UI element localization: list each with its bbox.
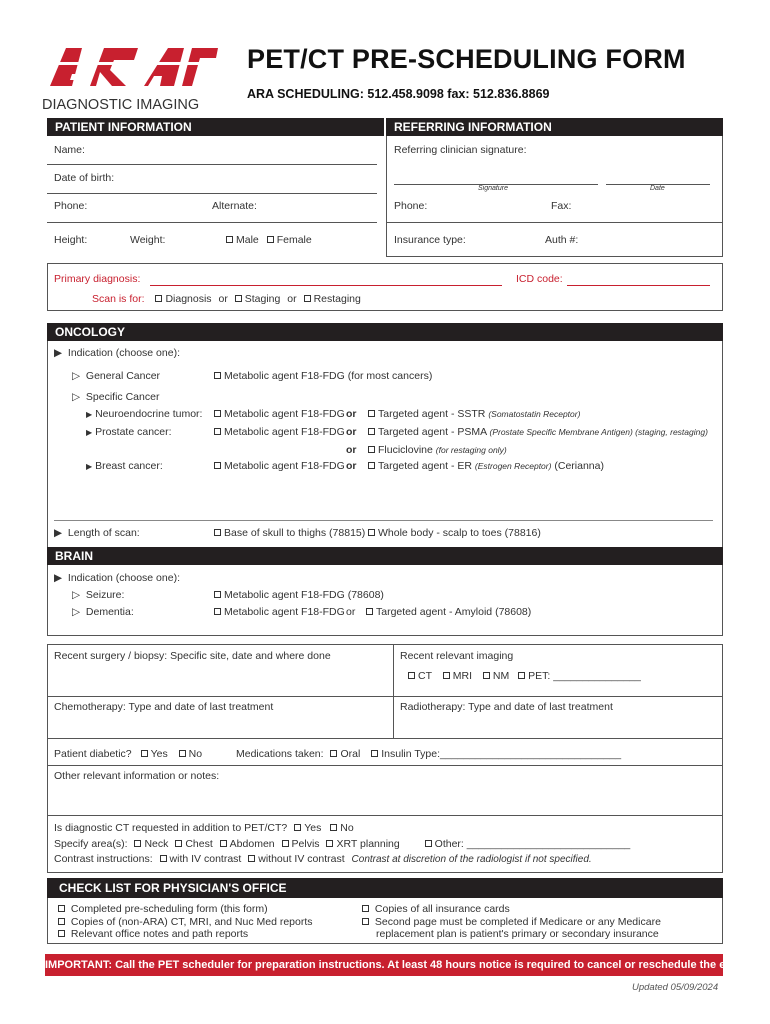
triangle-outline-icon: ▷ — [72, 370, 81, 382]
checklist-checkbox[interactable] — [362, 918, 369, 925]
fluciclovine-note: (for restaging only) — [435, 445, 507, 455]
diabetic-label: Patient diabetic? — [54, 748, 132, 760]
arrow-right-icon: ▶ — [54, 527, 63, 539]
restaging-option: Restaging — [313, 293, 361, 305]
primary-diagnosis-field[interactable] — [150, 285, 502, 286]
prostate-target-option — [368, 426, 708, 438]
triangle-outline-icon: ▷ — [72, 391, 81, 403]
imaging-label: Recent relevant imaging — [400, 650, 514, 662]
female-checkbox[interactable] — [267, 236, 274, 243]
diabetic-yes-label: Yes — [150, 748, 168, 760]
ref-phone-label: Phone: — [394, 200, 428, 212]
surgery-label: Recent surgery / biopsy: Specific site, date and where done — [54, 650, 331, 662]
signature-caption: Signature — [478, 185, 508, 192]
dementia-target-label: Targeted agent - Amyloid (78608) — [376, 606, 532, 618]
seizure-agent-label: Metabolic agent F18-FDG (78608) — [224, 589, 384, 601]
mri-label: MRI — [452, 670, 472, 682]
xrt-label: XRT planning — [336, 838, 400, 850]
male-label: Male — [236, 234, 259, 246]
or-text: or — [346, 408, 357, 420]
history-divider-3 — [47, 765, 723, 766]
weight-label: Weight: — [130, 234, 166, 246]
prostate-agent-checkbox[interactable] — [214, 428, 221, 435]
xrt-checkbox[interactable] — [326, 840, 333, 847]
prostate-label-row — [86, 426, 172, 438]
triangle-icon: ▶ — [86, 428, 93, 437]
abdomen-label: Abdomen — [229, 838, 275, 850]
history-vdivider — [393, 644, 394, 738]
fluciclovine-label: Fluciclovine — [378, 444, 433, 456]
ct-request-yes-label: Yes — [304, 822, 322, 834]
length-row — [54, 527, 140, 539]
ct-request-yes-checkbox[interactable] — [294, 824, 301, 831]
insulin-type-field[interactable]: Type:_______________________________ — [414, 748, 622, 760]
meds-label: Medications taken: — [236, 748, 324, 760]
specify-label: Specify area(s): — [54, 838, 128, 850]
primary-diagnosis-label: Primary diagnosis: — [54, 273, 141, 285]
staging-checkbox[interactable] — [235, 295, 242, 302]
dementia-row — [72, 606, 134, 618]
checklist-item — [58, 903, 313, 916]
neuro-agent-label: Metabolic agent F18-FDG — [224, 408, 345, 420]
breast-label-row — [86, 460, 163, 472]
general-agent-checkbox[interactable] — [214, 372, 221, 379]
contrast-label: Contrast instructions: — [54, 853, 153, 865]
meds-row — [236, 748, 621, 760]
dementia-target-option — [366, 606, 531, 618]
chemo-label: Chemotherapy: Type and date of last treatment — [54, 701, 274, 713]
checklist-item — [362, 903, 661, 916]
checklist-checkbox[interactable] — [58, 918, 65, 925]
breast-agent-option — [214, 460, 345, 472]
breast-target-note: (Estrogen Receptor) — [474, 461, 552, 471]
seizure-row — [72, 589, 124, 601]
history-divider-4 — [47, 815, 723, 816]
other-info-label: Other relevant information or notes: — [54, 770, 220, 782]
icd-code-label: ICD code: — [516, 273, 563, 285]
insurance-label: Insurance type: — [394, 234, 466, 246]
diabetic-no-checkbox[interactable] — [179, 750, 186, 757]
checklist-checkbox[interactable] — [362, 905, 369, 912]
checklist-right — [362, 903, 661, 941]
updated-date: Updated 05/09/2024 — [632, 982, 719, 993]
with-iv-label: with IV contrast — [169, 853, 242, 865]
diabetic-yes-checkbox[interactable] — [141, 750, 148, 757]
dementia-agent-checkbox[interactable] — [214, 608, 221, 615]
prostate-agent-option — [214, 426, 345, 438]
without-iv-checkbox[interactable] — [248, 855, 255, 862]
ct-request-no-checkbox[interactable] — [330, 824, 337, 831]
whole-checkbox[interactable] — [368, 529, 375, 536]
or-text: or — [346, 460, 357, 472]
length-label: Length of scan: — [67, 527, 140, 539]
referring-info-header: REFERRING INFORMATION — [386, 118, 723, 136]
or-text: or — [218, 293, 228, 305]
neuro-target-option — [368, 408, 580, 420]
prostate-target-label: Targeted agent - PSMA — [378, 426, 487, 438]
prostate-agent-label: Metabolic agent F18-FDG — [224, 426, 345, 438]
ct-label: CT — [418, 670, 432, 682]
neuro-label-row — [86, 408, 202, 420]
triangle-outline-icon: ▷ — [72, 589, 81, 601]
breast-agent-label: Metabolic agent F18-FDG — [224, 460, 345, 472]
ref-fax-label: Fax: — [551, 200, 572, 212]
neck-label: Neck — [144, 838, 169, 850]
seizure-agent-option — [214, 589, 384, 601]
auth-label: Auth #: — [545, 234, 579, 246]
logo-subtitle: DIAGNOSTIC IMAGING — [42, 97, 200, 113]
male-checkbox[interactable] — [226, 236, 233, 243]
checklist-item-label: Copies of all insurance cards — [374, 903, 510, 915]
breast-label: Breast cancer: — [95, 460, 163, 472]
onc-indication-label: Indication (choose one): — [67, 347, 180, 359]
or-text: or — [346, 426, 357, 438]
dementia-agent-option — [214, 606, 345, 618]
checklist-item-label: Copies of (non-ARA) CT, MRI, and Nuc Med reports — [70, 915, 313, 928]
checklist-checkbox[interactable] — [58, 930, 65, 937]
imaging-options — [408, 670, 641, 682]
checklist-item — [362, 916, 661, 929]
neuro-agent-option — [214, 408, 345, 420]
onc-indication-row — [54, 347, 180, 359]
patient-info-header: PATIENT INFORMATION — [47, 118, 384, 136]
insulin-label: Insulin — [381, 748, 412, 760]
checklist-item-label: Completed pre-scheduling form (this form) — [70, 903, 268, 915]
neck-checkbox[interactable] — [134, 840, 141, 847]
brain-indication-row — [54, 572, 180, 584]
history-divider-1 — [47, 696, 723, 697]
pet-checkbox[interactable] — [518, 672, 525, 679]
or-text: or — [346, 444, 357, 456]
contrast-row — [54, 853, 592, 865]
form-title: PET/CT PRE-SCHEDULING FORM — [247, 44, 686, 74]
seizure-label: Seizure: — [85, 589, 125, 601]
contrast-note: Contrast at discretion of the radiologist if not specified. — [351, 854, 592, 865]
triangle-icon: ▶ — [86, 410, 93, 419]
brain-indication-label: Indication (choose one): — [67, 572, 180, 584]
insulin-checkbox[interactable] — [371, 750, 378, 757]
dementia-label: Dementia: — [85, 606, 134, 618]
general-cancer-row — [72, 370, 160, 382]
pet-label: PET: _______________ — [528, 670, 641, 682]
whole-label: Whole body - scalp to toes (78816) — [378, 527, 541, 539]
without-iv-label: without IV contrast — [258, 853, 345, 865]
other-area-checkbox[interactable] — [425, 840, 432, 847]
specific-cancer-row — [72, 391, 159, 403]
date-caption: Date — [650, 185, 665, 192]
checklist-item-label: Relevant office notes and path reports — [70, 928, 249, 940]
cerianna-label: (Cerianna) — [554, 460, 604, 472]
with-iv-checkbox[interactable] — [160, 855, 167, 862]
checklist-checkbox[interactable] — [58, 905, 65, 912]
dementia-target-checkbox[interactable] — [366, 608, 373, 615]
radio-label: Radiotherapy: Type and date of last treatment — [400, 701, 613, 713]
nm-label: NM — [492, 670, 510, 682]
general-agent-option — [214, 370, 432, 382]
prostate-target-checkbox[interactable] — [368, 428, 375, 435]
scheduling-contact: ARA SCHEDULING: 512.458.9098 fax: 512.836.8869 — [247, 87, 550, 101]
neuro-target-label: Targeted agent - SSTR — [378, 408, 486, 420]
pelvis-checkbox[interactable] — [282, 840, 289, 847]
base-checkbox[interactable] — [214, 529, 221, 536]
important-notice: IMPORTANT: Call the PET scheduler for preparation instructions. At least 48 hours notice is required to cancel or reschedule the exam. — [45, 954, 723, 976]
diagnosis-option: Diagnosis — [165, 293, 212, 305]
neuro-target-checkbox[interactable] — [368, 410, 375, 417]
specific-cancer-label: Specific Cancer — [85, 391, 160, 403]
name-label: Name: — [54, 144, 85, 156]
ct-request-row — [54, 822, 354, 834]
chest-checkbox[interactable] — [175, 840, 182, 847]
fluciclovine-checkbox[interactable] — [368, 446, 375, 453]
arrow-right-icon: ▶ — [54, 572, 63, 584]
triangle-icon: ▶ — [86, 462, 93, 471]
phone-label: Phone: — [54, 200, 88, 212]
neuro-target-note: (Somatostatin Receptor) — [488, 409, 581, 419]
female-label: Female — [276, 234, 312, 246]
checklist-item-continued: replacement plan is patient's primary or secondary insurance — [376, 928, 659, 940]
dementia-agent-label: Metabolic agent F18-FDG — [224, 606, 345, 618]
pelvis-label: Pelvis — [291, 838, 320, 850]
breast-target-checkbox[interactable] — [368, 462, 375, 469]
arrow-right-icon: ▶ — [54, 347, 63, 359]
brain-header: BRAIN — [47, 547, 723, 565]
or-text: or — [346, 606, 356, 618]
oncology-divider — [54, 520, 713, 521]
oncology-header: ONCOLOGY — [47, 323, 723, 341]
referring-signature-label: Referring clinician signature: — [394, 144, 527, 156]
icd-code-field[interactable] — [567, 285, 710, 286]
base-option — [214, 527, 365, 539]
phone-field[interactable] — [47, 222, 377, 223]
oral-checkbox[interactable] — [330, 750, 337, 757]
height-label: Height: — [54, 234, 88, 246]
diabetic-no-label: No — [188, 748, 203, 760]
staging-option: Staging — [244, 293, 281, 305]
neuro-label: Neuroendocrine tumor: — [95, 408, 203, 420]
ct-checkbox[interactable] — [408, 672, 415, 679]
checklist-left — [58, 903, 313, 941]
breast-target-label: Targeted agent - ER — [378, 460, 472, 472]
general-agent-label: Metabolic agent F18-FDG (for most cancers) — [224, 370, 433, 382]
ct-request-label: Is diagnostic CT requested in addition to PET/CT? — [54, 822, 288, 834]
abdomen-checkbox[interactable] — [220, 840, 227, 847]
checklist-item — [58, 928, 313, 941]
restaging-checkbox[interactable] — [304, 295, 311, 302]
gender-options — [226, 234, 312, 246]
chest-label: Chest — [185, 838, 213, 850]
diagnosis-checkbox[interactable] — [155, 295, 162, 302]
specify-row — [54, 838, 630, 850]
base-label: Base of skull to thighs (78815) — [224, 527, 366, 539]
fluciclovine-option — [368, 444, 507, 456]
ara-logo — [42, 44, 222, 114]
checklist-item — [58, 916, 313, 929]
whole-option — [368, 527, 541, 539]
other-area-field[interactable]: Other: ____________________________ — [434, 838, 631, 850]
prostate-label: Prostate cancer: — [95, 426, 172, 438]
nm-checkbox[interactable] — [483, 672, 490, 679]
triangle-outline-icon: ▷ — [72, 606, 81, 618]
prostate-target-note: (Prostate Specific Membrane Antigen) (staging, restaging) — [489, 427, 708, 437]
general-cancer-label: General Cancer — [85, 370, 161, 382]
seizure-agent-checkbox[interactable] — [214, 591, 221, 598]
history-divider-2 — [47, 738, 723, 739]
or-text: or — [287, 293, 297, 305]
alternate-label: Alternate: — [212, 200, 257, 212]
dob-field[interactable] — [47, 193, 377, 194]
neuro-agent-checkbox[interactable] — [214, 410, 221, 417]
scan-for-row — [92, 293, 361, 305]
dob-label: Date of birth: — [54, 172, 115, 184]
oral-label: Oral — [340, 748, 361, 760]
checklist-item-label: Second page must be completed if Medicare or any Medicare — [374, 915, 661, 928]
mri-checkbox[interactable] — [443, 672, 450, 679]
breast-agent-checkbox[interactable] — [214, 462, 221, 469]
breast-target-option — [368, 460, 604, 472]
ref-divider — [386, 222, 723, 223]
name-field[interactable] — [47, 164, 377, 165]
checklist-header: CHECK LIST FOR PHYSICIAN'S OFFICE — [47, 878, 723, 898]
ct-request-no-label: No — [340, 822, 354, 834]
scan-for-label: Scan is for: — [92, 293, 145, 305]
diabetic-row — [54, 748, 202, 760]
